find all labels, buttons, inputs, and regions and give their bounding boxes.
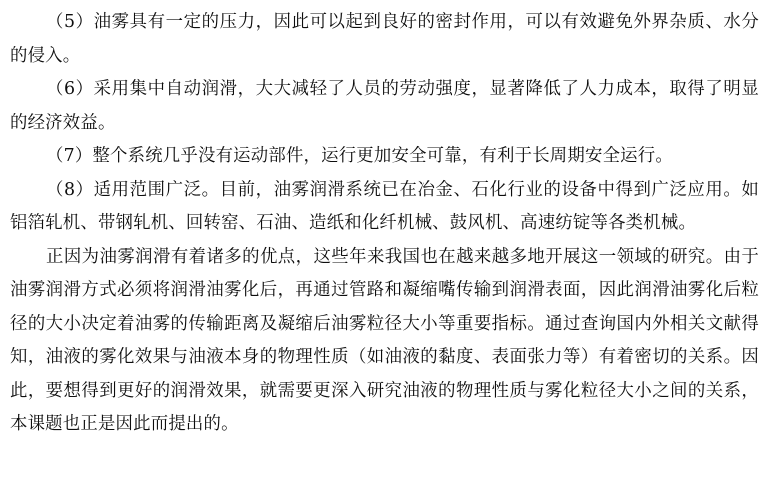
paragraph-item-7: （7）整个系统几乎没有运动部件，运行更加安全可靠，有利于长周期安全运行。 [46,146,673,166]
paragraph-item-6: （6）采用集中自动润滑，大大减轻了人员的劳动强度，显著降低了人力成本，取得了明显的经济效益。 [10,79,759,133]
paragraph-item-5: （5）油雾具有一定的压力，因此可以起到良好的密封作用，可以有效避免外界杂质、水分的侵入。 [10,12,759,66]
paragraph-body-1: 正因为油雾润滑有着诸多的优点，这些年来我国也在越来越多地开展这一领域的研究。由于油雾润滑方式必须将润滑油雾化后，再通过管路和凝缩嘴传输到润滑表面，因此润滑油雾化后粒径的大小决定着油雾的传输距离及凝缩后油雾粒径大小等重要指标。通过查询国内外相关文献得知，油液的雾化效果与油液本身的物理性质（如油液的黏度、表面张力等）有着密切的关系。因此，要想得到更好的润滑效果，就需要更深入研究油液的物理性质与雾化粒径大小之间的关系，本课题也正是因此而提出的。 [10,246,759,434]
paragraph-item-8: （8）适用范围广泛。目前，油雾润滑系统已在冶金、石化行业的设备中得到广泛应用。如铝箔轧机、带钢轧机、回转窑、石油、造纸和化纤机械、鼓风机、高速纺锭等各类机械。 [10,179,759,233]
